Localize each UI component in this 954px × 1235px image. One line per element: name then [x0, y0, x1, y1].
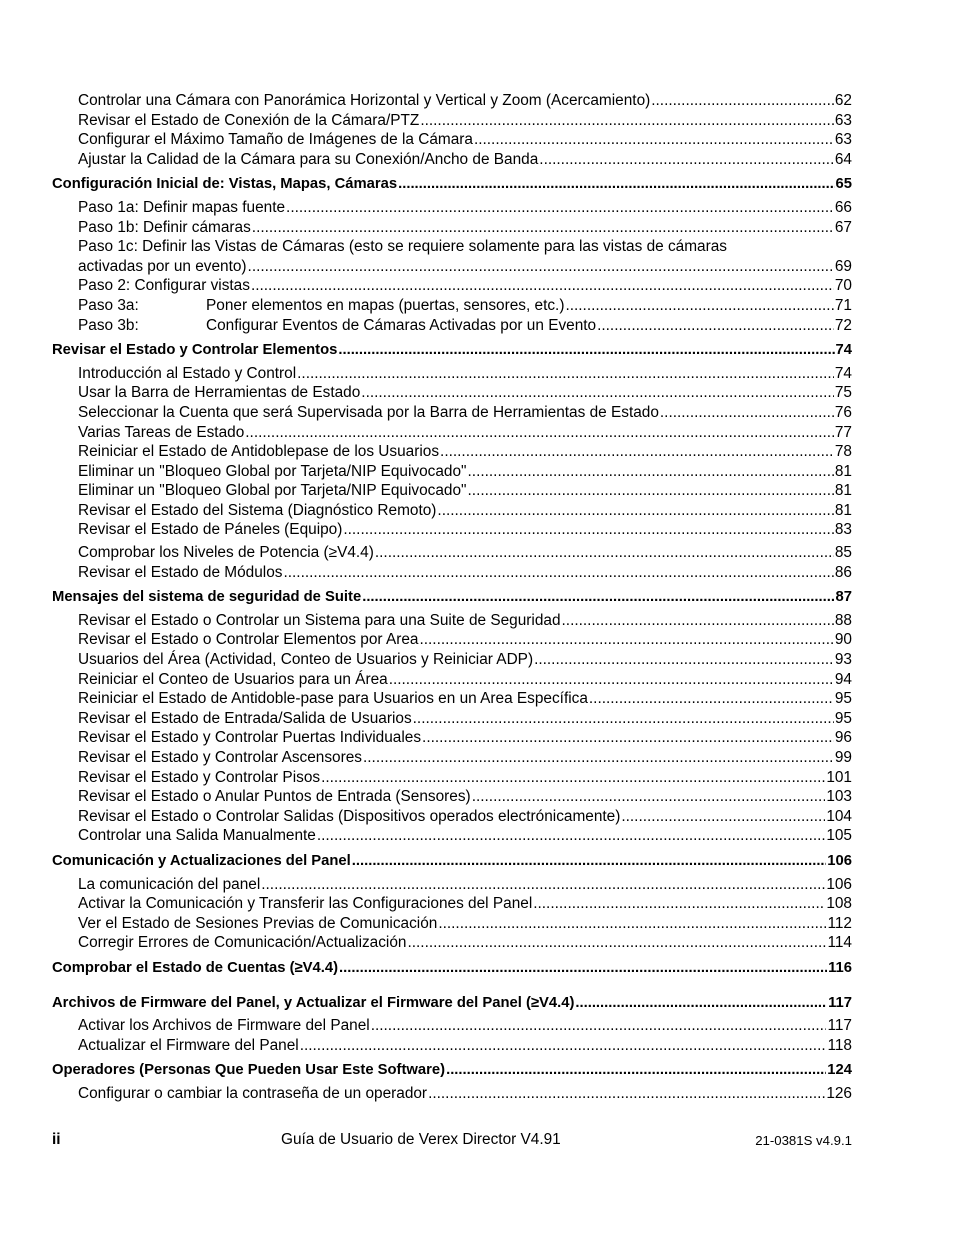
toc-page-number: 95: [834, 690, 852, 708]
toc-page-number: 65: [835, 176, 852, 193]
toc-section-entry[interactable]: [52, 994, 852, 1014]
toc-entry-text: Archivos de Firmware del Panel, y Actualizar el Firmware del Panel (≥V4.4): [52, 994, 575, 1011]
toc-page-number: 104: [826, 807, 852, 825]
dot-leader: [428, 1084, 825, 1104]
footer-document-number: 21-0381S v4.9.1: [755, 1133, 852, 1148]
toc-entry-text: [78, 296, 564, 316]
toc-subentry[interactable]: [52, 198, 852, 218]
toc-section-entry[interactable]: [52, 959, 852, 979]
toc-page-number: 114: [827, 934, 852, 952]
toc-page-number: 101: [826, 768, 852, 786]
toc-page-number: 106: [827, 852, 852, 869]
toc-step-label: Paso 3b:: [78, 316, 139, 334]
toc-page-number: 86: [834, 563, 852, 581]
toc-page-number: 90: [834, 631, 852, 649]
dot-leader: [362, 588, 834, 608]
toc-page-number: 87: [835, 589, 852, 606]
toc-subentry[interactable]: [52, 1084, 852, 1104]
toc-subentry[interactable]: [52, 728, 852, 748]
toc-entry-text: Activar los Archivos de Firmware del Panel: [78, 1017, 370, 1035]
dot-leader: [533, 894, 825, 914]
toc-subentry[interactable]: [52, 111, 852, 131]
footer-page-number: ii: [52, 1131, 61, 1148]
toc-subentry[interactable]: [52, 218, 852, 238]
toc-page-number: 62: [834, 92, 852, 109]
toc-page-number: 81: [834, 501, 852, 519]
toc-page-number: 81: [834, 462, 852, 480]
toc-entry-text: Configurar el Máximo Tamaño de Imágenes de la Cámara: [78, 131, 473, 149]
toc-entry-text: Revisar el Estado o Controlar un Sistema para una Suite de Seguridad: [78, 611, 561, 629]
toc-page-number: 103: [826, 788, 852, 806]
toc-page-number: 63: [834, 131, 852, 149]
toc-subentry[interactable]: [52, 611, 852, 631]
toc-page-number: 106: [826, 875, 852, 893]
toc-page-number: 75: [834, 384, 852, 402]
dot-leader: [398, 175, 834, 195]
dot-leader: [575, 994, 827, 1014]
toc-subentry[interactable]: [52, 787, 852, 807]
toc-entry-text: Comprobar el Estado de Cuentas (≥V4.4): [52, 959, 339, 976]
toc-entry-text: Revisar el Estado o Controlar Elementos por Area: [78, 631, 419, 649]
toc-subentry[interactable]: [52, 650, 852, 670]
dot-leader: [539, 150, 834, 170]
dot-leader: [446, 1061, 826, 1081]
toc-entry-text: Introducción al Estado y Control: [78, 364, 297, 382]
dot-leader: [474, 130, 834, 150]
dot-leader: [252, 218, 834, 238]
page-footer: [52, 1131, 852, 1153]
table-of-contents: [52, 91, 852, 1104]
dot-leader: [437, 501, 833, 521]
toc-entry-text: Paso 1c: Definir las Vistas de Cámaras (esto se requiere solamente para las vistas de cámaras: [78, 238, 727, 256]
dot-leader: [438, 914, 826, 934]
dot-leader: [589, 689, 834, 709]
dot-leader: [562, 611, 834, 631]
toc-page-number: 63: [834, 111, 852, 129]
toc-subentry[interactable]: [52, 748, 852, 768]
toc-subentry[interactable]: [52, 403, 852, 423]
toc-subentry[interactable]: [52, 481, 852, 501]
toc-subentry[interactable]: [52, 689, 852, 709]
toc-page-number: 94: [834, 670, 852, 688]
dot-leader: [472, 787, 826, 807]
toc-entry-text: Activar la Comunicación y Transferir las Configuraciones del Panel: [78, 895, 533, 913]
dot-leader: [371, 1016, 827, 1036]
toc-subentry[interactable]: [52, 563, 852, 583]
toc-page-number: 99: [834, 749, 852, 766]
toc-page-number: 71: [834, 296, 852, 314]
footer-title: Guía de Usuario de Verex Director V4.91: [281, 1131, 561, 1148]
dot-leader: [361, 383, 834, 403]
toc-page-number: 81: [834, 482, 852, 500]
dot-leader: [534, 650, 834, 670]
toc-subentry[interactable]: [52, 914, 852, 934]
toc-section-entry[interactable]: [52, 341, 852, 361]
dot-leader: [597, 316, 834, 336]
dot-leader: [468, 481, 834, 501]
toc-section-entry[interactable]: [52, 852, 852, 872]
toc-entry-text: Operadores (Personas Que Pueden Usar Este Software): [52, 1062, 446, 1079]
toc-entry-text: Revisar el Estado de Páneles (Equipo): [78, 521, 343, 539]
toc-page-number: 108: [826, 895, 852, 913]
toc-page-number: 70: [834, 277, 852, 295]
toc-entry-text: Varias Tareas de Estado: [78, 423, 245, 441]
toc-entry-text: Seleccionar la Cuenta que será Supervisada por la Barra de Herramientas de Estado: [78, 403, 659, 421]
toc-entry-text: Ajustar la Calidad de la Cámara para su Conexión/Ancho de Banda: [78, 150, 539, 168]
toc-subentry[interactable]: [52, 630, 852, 650]
toc-page-number: 117: [828, 994, 852, 1011]
toc-page-number: 85: [834, 544, 852, 562]
toc-subentry[interactable]: [52, 257, 852, 277]
toc-entry-text: Revisar el Estado o Anular Puntos de Entrada (Sensores): [78, 788, 471, 806]
toc-entry-text: Revisar el Estado de Conexión de la Cámara/PTZ: [78, 111, 420, 129]
dot-leader: [338, 341, 834, 361]
toc-subentry[interactable]: [52, 807, 852, 827]
dot-leader: [297, 364, 834, 384]
toc-section-entry[interactable]: [52, 588, 852, 608]
toc-subentry[interactable]: [52, 442, 852, 462]
dot-leader: [420, 111, 834, 131]
toc-page-number: 117: [827, 1017, 852, 1035]
toc-entry-text: Revisar el Estado y Controlar Elementos: [52, 342, 338, 359]
toc-page-number: 83: [834, 521, 852, 539]
toc-page-number: 67: [834, 218, 852, 236]
toc-page-number: 66: [834, 198, 852, 216]
toc-entry-text: Revisar el Estado de Entrada/Salida de Usuarios: [78, 709, 412, 727]
toc-entry-text: Configuración Inicial de: Vistas, Mapas, Cámaras: [52, 176, 398, 193]
toc-subentry[interactable]: [52, 768, 852, 788]
toc-subentry[interactable]: [52, 1036, 852, 1056]
toc-subentry[interactable]: [52, 875, 852, 895]
toc-entry-text: Usuarios del Área (Actividad, Conteo de Usuarios y Reiniciar ADP): [78, 651, 534, 669]
toc-subentry[interactable]: [52, 462, 852, 482]
dot-leader: [343, 520, 834, 540]
toc-page-number: 112: [827, 914, 852, 932]
toc-entry-text: Paso 1a: Definir mapas fuente: [78, 198, 286, 216]
dot-leader: [651, 91, 834, 111]
toc-page-number: 118: [827, 1036, 852, 1054]
dot-leader: [468, 462, 834, 482]
toc-page-number: 74: [835, 342, 852, 359]
toc-page-number: 64: [834, 150, 852, 168]
toc-entry-text: Configurar o cambiar la contraseña de un operador: [78, 1084, 428, 1102]
dot-leader: [389, 670, 834, 690]
toc-page-number: 93: [834, 651, 852, 669]
toc-subentry[interactable]: [52, 894, 852, 914]
toc-step-title: Configurar Eventos de Cámaras Activadas por un Evento: [206, 316, 597, 334]
toc-subentry[interactable]: [52, 150, 852, 170]
toc-subentry[interactable]: [52, 296, 852, 316]
toc-subentry[interactable]: [52, 91, 852, 111]
dot-leader: [300, 1036, 827, 1056]
dot-leader: [440, 442, 834, 462]
dot-leader: [261, 875, 825, 895]
dot-leader: [407, 933, 826, 953]
toc-subentry[interactable]: [52, 543, 852, 563]
toc-entry-text: [78, 316, 596, 336]
toc-entry-text: Eliminar un "Bloqueo Global por Tarjeta/NIP Equivocado": [78, 462, 467, 480]
toc-subentry[interactable]: [52, 1016, 852, 1036]
toc-page-number: 105: [826, 827, 852, 845]
toc-section-entry[interactable]: [52, 175, 852, 195]
dot-leader: [352, 852, 827, 872]
dot-leader: [660, 403, 834, 423]
toc-subentry[interactable]: [52, 501, 852, 521]
toc-page-number: 78: [834, 443, 852, 461]
toc-page-number: 96: [834, 729, 852, 747]
dot-leader: [248, 257, 834, 277]
toc-entry-text: activadas por un evento): [78, 257, 247, 275]
dot-leader: [286, 198, 834, 218]
toc-subentry[interactable]: [52, 130, 852, 150]
toc-entry-text: Revisar el Estado o Controlar Salidas (Dispositivos operados electrónicamente): [78, 807, 621, 825]
toc-entry-text: Ver el Estado de Sesiones Previas de Comunicación: [78, 914, 438, 932]
toc-entry-text: Reiniciar el Conteo de Usuarios para un Área: [78, 670, 388, 688]
toc-subentry[interactable]: [52, 383, 852, 403]
toc-entry-text: Mensajes del sistema de seguridad de Suite: [52, 589, 362, 606]
dot-leader: [413, 709, 834, 729]
toc-page-number: 69: [834, 257, 852, 275]
dot-leader: [321, 768, 825, 788]
toc-entry-text: Usar la Barra de Herramientas de Estado: [78, 384, 361, 402]
toc-entry-text: Eliminar un "Bloqueo Global por Tarjeta/NIP Equivocado": [78, 482, 467, 500]
dot-leader: [245, 423, 834, 443]
dot-leader: [283, 563, 833, 583]
toc-page-number: 74: [834, 364, 852, 382]
toc-entry-text: Controlar una Cámara con Panorámica Horizontal y Vertical y Zoom (Acercamiento): [78, 92, 651, 109]
toc-step-label: Paso 3a:: [78, 296, 139, 314]
toc-entry-text: Revisar el Estado de Módulos: [78, 563, 283, 581]
toc-entry-text: Revisar el Estado y Controlar Pisos: [78, 768, 321, 786]
toc-subentry[interactable]: [52, 670, 852, 690]
toc-section-entry[interactable]: [52, 1061, 852, 1081]
toc-page-number: 126: [826, 1084, 852, 1102]
toc-entry-text: Corregir Errores de Comunicación/Actualización: [78, 934, 407, 952]
dot-leader: [251, 276, 834, 296]
toc-subentry[interactable]: [52, 933, 852, 953]
dot-leader: [375, 543, 834, 563]
toc-entry-text: Reiniciar el Estado de Antidoble-pase para Usuarios en un Area Específica: [78, 690, 588, 708]
toc-page-number: 124: [827, 1062, 852, 1079]
dot-leader: [565, 296, 833, 316]
toc-subentry[interactable]: [52, 423, 852, 443]
toc-entry-text: Revisar el Estado y Controlar Ascensores: [78, 749, 362, 766]
toc-subentry[interactable]: [52, 520, 852, 540]
toc-step-title: Poner elementos en mapas (puertas, sensores, etc.): [206, 296, 565, 314]
toc-subentry[interactable]: [52, 826, 852, 846]
dot-leader: [339, 959, 827, 979]
toc-entry-text: Comprobar los Niveles de Potencia (≥V4.4): [78, 544, 374, 562]
toc-subentry[interactable]: [52, 364, 852, 384]
toc-entry-text: Reiniciar el Estado de Antidoblepase de los Usuarios: [78, 443, 440, 461]
toc-entry-text: Paso 2: Configurar vistas: [78, 277, 250, 295]
toc-subentry[interactable]: [52, 709, 852, 729]
toc-page-number: 76: [834, 403, 852, 421]
toc-page-number: 88: [834, 611, 852, 629]
toc-entry-text: Paso 1b: Definir cámaras: [78, 218, 251, 236]
dot-leader: [363, 748, 834, 768]
toc-subentry[interactable]: [52, 276, 852, 296]
toc-page-number: 116: [828, 959, 852, 976]
dot-leader: [621, 807, 825, 827]
dot-leader: [317, 826, 825, 846]
toc-page-number: 95: [834, 709, 852, 727]
toc-entry-text: Actualizar el Firmware del Panel: [78, 1036, 299, 1054]
toc-entry-text: Revisar el Estado y Controlar Puertas Individuales: [78, 729, 422, 747]
toc-entry-text: Revisar el Estado del Sistema (Diagnóstico Remoto): [78, 501, 437, 519]
toc-entry-text: La comunicación del panel: [78, 875, 261, 893]
toc-page-number: 77: [834, 423, 852, 441]
toc-subentry[interactable]: [52, 316, 852, 336]
dot-leader: [419, 630, 833, 650]
dot-leader: [422, 728, 834, 748]
toc-entry-text: Comunicación y Actualizaciones del Panel: [52, 852, 351, 869]
toc-page-number: 72: [834, 316, 852, 334]
toc-entry-text: Controlar una Salida Manualmente: [78, 827, 316, 845]
